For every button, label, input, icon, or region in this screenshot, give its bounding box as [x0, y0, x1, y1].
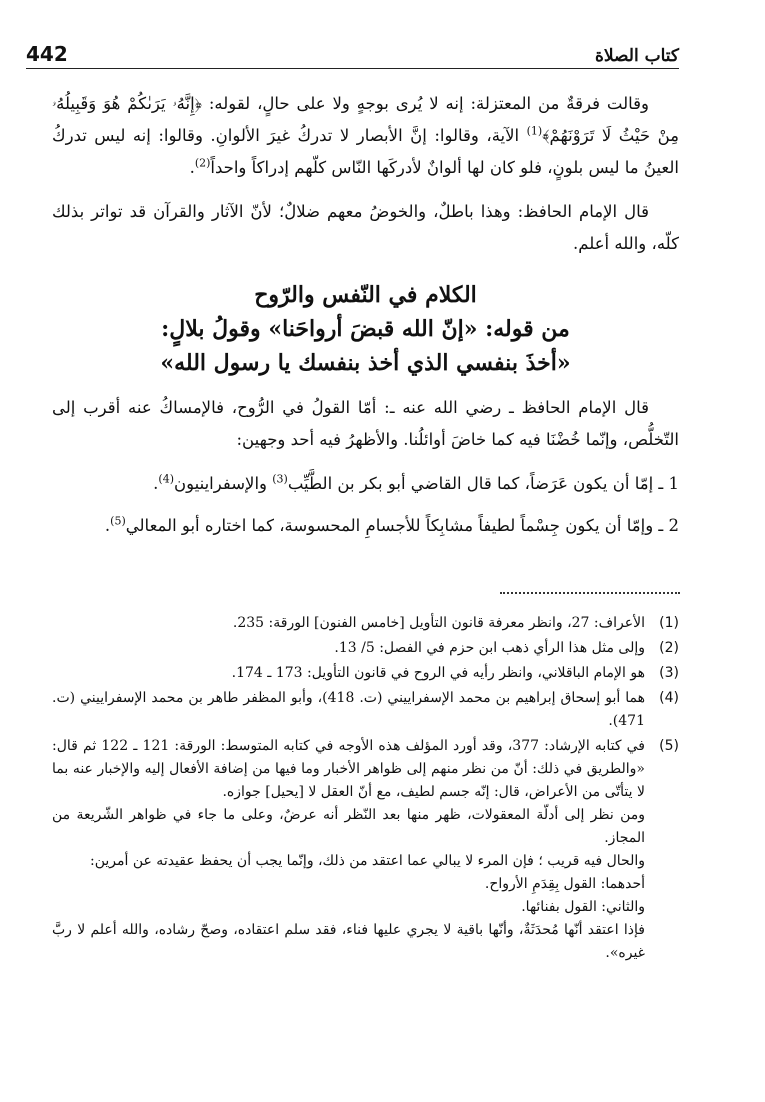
footnote-text: والحال فيه قريب ؛ فإن المرء لا يبالي عما اعتقد من ذلك، وإنّما يجب أن يحفظ عقيدته عن أمرين: [90, 853, 645, 869]
paragraph-text: وقالت فرقةٌ من المعتزلة: إنه لا يُرى بوجهٍ ولا على حالٍ، لقوله: ﴿إِنَّهُۥ يَرَىٰكُمْ هُوَ وَقَبِيلُهُۥ مِنْ حَيْثُ لَا تَرَوْنَهُمْ﴾ [52, 94, 680, 145]
footnote-number: (3) [659, 665, 679, 681]
running-header [26, 40, 679, 70]
list-item-2 [52, 510, 679, 542]
footnote-ref-1[interactable]: (1) [526, 124, 543, 138]
footnote-text: هما أبو إسحاق إبراهيم بن محمد الإسفراييني (ت. 418)، وأبو المظفر طاهر بن محمد الإسفراييني (ت. 471). [52, 690, 646, 729]
footnote-text: أحدهما: القول بِقِدَمِ الأرواح. [484, 876, 645, 892]
list-item-text: 1 ـ إمّا أن يكون عَرَضاً، كما قال القاضي أبو بكر بن الطَّيِّب [287, 474, 679, 493]
footnote-2 [52, 637, 679, 660]
main-text [52, 88, 679, 552]
heading-line: «أخذَ بنفسي الذي أخذ بنفسك يا رسول الله» [160, 350, 571, 376]
footnote-number: (1) [659, 615, 679, 631]
footnote-ref-4[interactable]: (4) [158, 472, 174, 486]
footnote-ref-3[interactable]: (3) [272, 472, 288, 486]
list-item-1 [52, 468, 679, 500]
heading-line: الكلام في النّفس والرّوح [254, 282, 477, 308]
paragraph-text: . [189, 158, 195, 177]
footnote-text: الأعراف: 27، وانظر معرفة قانون التأويل [خامس الفنون] الورقة: 235. [232, 615, 645, 631]
section-heading [52, 278, 679, 380]
footnote-number: (2) [659, 640, 679, 656]
list-item-text: . [153, 474, 159, 493]
footnote-text: وإلى مثل هذا الرأي ذهب ابن حزم في الفصل: 5/ 13. [334, 640, 645, 656]
footnote-text: ومن نظر إلى أدلّة المعقولات، ظهر منها بعد النّظر أنه عرضٌ، وعلى ما جاء في ظواهر الشّريعة من المجاز. [52, 807, 645, 846]
footnote-number: (5) [659, 738, 679, 754]
list-item-text: . [104, 516, 111, 535]
footnote-text: هو الإمام الباقلاني، وانظر رأيه في الروح في قانون التأويل: 173 ـ 174. [231, 665, 645, 681]
footnote-3 [52, 662, 679, 685]
list-item-text: 2 ـ وإمّا أن يكون جِسْماً لطيفاً مشابِكاً للأجسامِ المحسوسة، كما اختاره أبو المعالي [125, 516, 679, 535]
header-rule [26, 68, 679, 69]
footnote-ref-5[interactable]: (5) [110, 514, 126, 528]
list-item-text: والإسفراينيون [173, 474, 273, 493]
paragraph-ruh: قال الإمام الحافظ ـ رضي الله عنه ـ: أمّا القولُ في الرُّوح، فالإمساكُ عنه أقرب إلى التّخلُّص، وإنّما خُضْنَا فيه كما خاضَ أوائلُنا. والأظهرُ فيه أحد وجهين: [52, 398, 679, 449]
footnote-text: في كتابه الإرشاد: 377، وقد أورد المؤلف هذه الأوجه في كتابه المتوسط: الورقة: 121 ـ 122 ثم قال: «والطريق في ذلك: أنّ من نظر منهم إلى ظواهر الأخبار وما فيها من إضافة الأفعال إليه والإخبار عنه بما لا يتأتّى من الأعراض، قال: إنّه جسم لطيف، مع أنّ العقل لا [يحيل] جوازه. [52, 738, 645, 800]
page-number: 442 [26, 42, 68, 66]
footnote-1 [52, 612, 679, 635]
heading-line: من قوله: «إنّ الله قبضَ أرواحَنا» وقولُ بلالٍ: [161, 316, 570, 342]
chapter-title: كتاب الصلاة [594, 46, 679, 66]
footnote-4 [52, 687, 679, 733]
footnote-text: فإذا اعتقد أنّها مُحدَثَةٌ، وأنّها باقية لا يجري عليها فناء، فقد سلم اعتقاده، وصحّ رشاده، والله أعلم لا ربَّ غيره». [52, 922, 645, 961]
footnote-5 [52, 735, 679, 965]
paragraph-hafiz: قال الإمام الحافظ: وهذا باطلٌ، والخوضُ معهم ضلالٌ؛ لأنّ الآثار والقرآن قد تواتر بذلك كلّه، والله أعلم. [52, 202, 679, 253]
paragraph-text: الآية، وقالوا: إنَّ الأبصار لا تدركُ غيرَ الألوانِ. وقالوا: إنه ليس تدركُ العينُ ما ليس بلونٍ، فلو كان لها ألوانٌ لأدركَها النّاس كلّهم إدراكاً واحداً [52, 126, 679, 177]
footnote-text: والثاني: القول بفنائها. [521, 899, 645, 915]
footnote-separator [500, 592, 680, 594]
paragraph-mutazila [52, 88, 679, 184]
footnotes [52, 612, 679, 967]
footnote-number: (4) [659, 690, 679, 706]
footnote-ref-2[interactable]: (2) [194, 156, 211, 170]
